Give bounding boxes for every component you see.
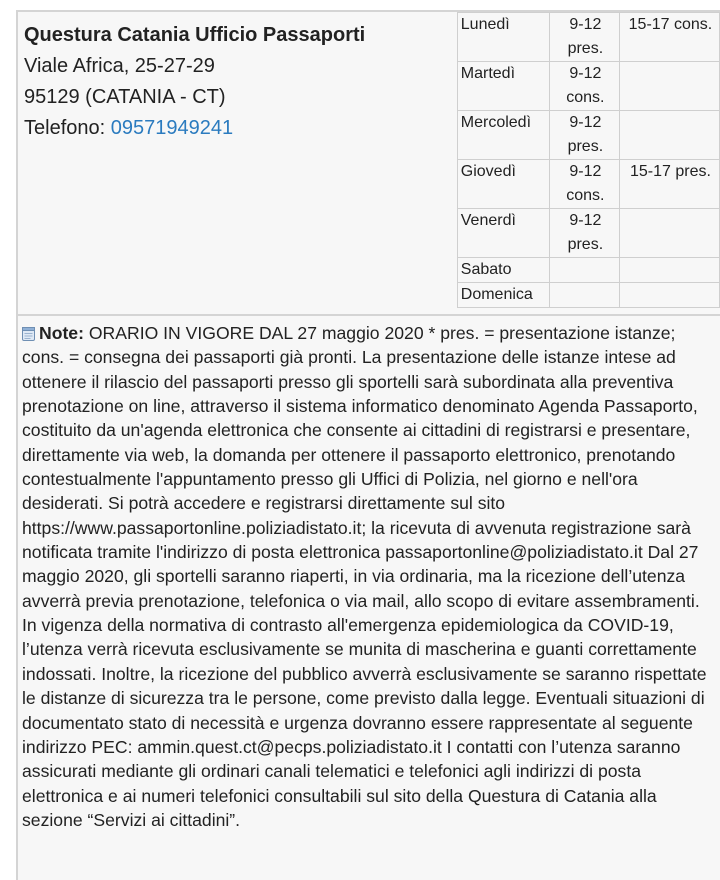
address-line-1: Viale Africa, 25-27-29	[24, 55, 215, 77]
morning-slot	[549, 283, 619, 308]
phone-label: Telefono:	[24, 117, 111, 139]
hours-row-saturday	[457, 258, 719, 283]
hours-row-sunday	[457, 283, 719, 308]
afternoon-slot	[619, 283, 719, 308]
afternoon-slot	[619, 209, 719, 258]
office-details	[18, 12, 457, 144]
morning-slot: 9-12 pres.	[549, 13, 619, 62]
afternoon-slot	[619, 111, 719, 160]
note-icon	[22, 327, 35, 341]
day-label: Mercoledì	[457, 111, 549, 160]
day-label: Domenica	[457, 283, 549, 308]
morning-slot: 9-12 cons.	[549, 160, 619, 209]
hours-row-monday	[457, 13, 719, 62]
morning-slot	[549, 258, 619, 283]
afternoon-slot: 15-17 pres.	[619, 160, 719, 209]
day-label: Lunedì	[457, 13, 549, 62]
morning-slot: 9-12 cons.	[549, 62, 619, 111]
afternoon-slot: 15-17 cons.	[619, 13, 719, 62]
afternoon-slot	[619, 62, 719, 111]
note-label: Note:	[39, 323, 84, 343]
hours-row-wednesday	[457, 111, 719, 160]
opening-hours-table	[457, 12, 720, 308]
office-card	[16, 10, 720, 880]
day-label: Giovedì	[457, 160, 549, 209]
afternoon-slot	[619, 258, 719, 283]
office-name: Questura Catania Ufficio Passaporti	[24, 24, 366, 46]
day-label: Martedì	[457, 62, 549, 111]
hours-row-thursday	[457, 160, 719, 209]
hours-row-friday	[457, 209, 719, 258]
morning-slot: 9-12 pres.	[549, 209, 619, 258]
hours-row-tuesday	[457, 62, 719, 111]
office-info-row	[18, 12, 720, 316]
phone-line	[24, 113, 451, 144]
day-label: Venerdì	[457, 209, 549, 258]
phone-link[interactable]: 09571949241	[110, 117, 234, 139]
morning-slot: 9-12 pres.	[549, 111, 619, 160]
note-section	[18, 316, 720, 832]
note-text: ORARIO IN VIGORE DAL 27 maggio 2020 * pres. = presentazione istanze; cons. = consegna dei passaporti già pronti. La presentazione delle istanze intese ad ottenere il rilascio del passaporti presso gli sportelli sarà subordinata alla preventiva prenotazione on line, attraverso il sistema informatico denominato Agenda Passaporto, costituito da un'agenda elettronica che consente ai cittadini di registrarsi e presentare, direttamente via web, la domanda per ottenere il passaporto elettronico, prenotando contestualmente l'appuntamento presso gli Uffici di Polizia, nel giorno e nell'ora desiderati. Si potrà accedere e registrarsi direttamente sul sito https://www.passaportonline.poliziadistato.it; la ricevuta di avvenuta registrazione sarà notificata tramite l'indirizzo di posta elettronica passaportonline@poliziadistato.it Dal 27 maggio 2020, gli sportelli saranno riaperti, in via ordinaria, ma la ricezione dell’utenza avverrà previa prenotazione, telefonica o via mail, allo scopo di evitare assembramenti. In vigenza della normativa di contrasto all'emergenza epidemiologica da COVID-19, l’utenza verrà ricevuta esclusivamente se munita di mascherina e guanti correttamente indossati. Inoltre, la ricezione del pubblico avverrà esclusivamente se saranno rispettate le distanze di sicurezza tra le persone, come previsto dalla legge. Eventuali situazioni di documentato stato di necessità e urgenza dovranno essere rappresentate al seguente indirizzo PEC: ammin.quest.ct@pecps.poliziadistato.it I contatti con l’utenza saranno assicurati mediante gli ordinari canali telematici e telefonici agli indirizzi di posta elettronica e ai numeri telefonici consultabili sul sito della Questura di Catania alla sezione “Servizi ai cittadini”.	[22, 323, 707, 830]
address-line-2: 95129 (CATANIA - CT)	[24, 86, 226, 108]
day-label: Sabato	[457, 258, 549, 283]
